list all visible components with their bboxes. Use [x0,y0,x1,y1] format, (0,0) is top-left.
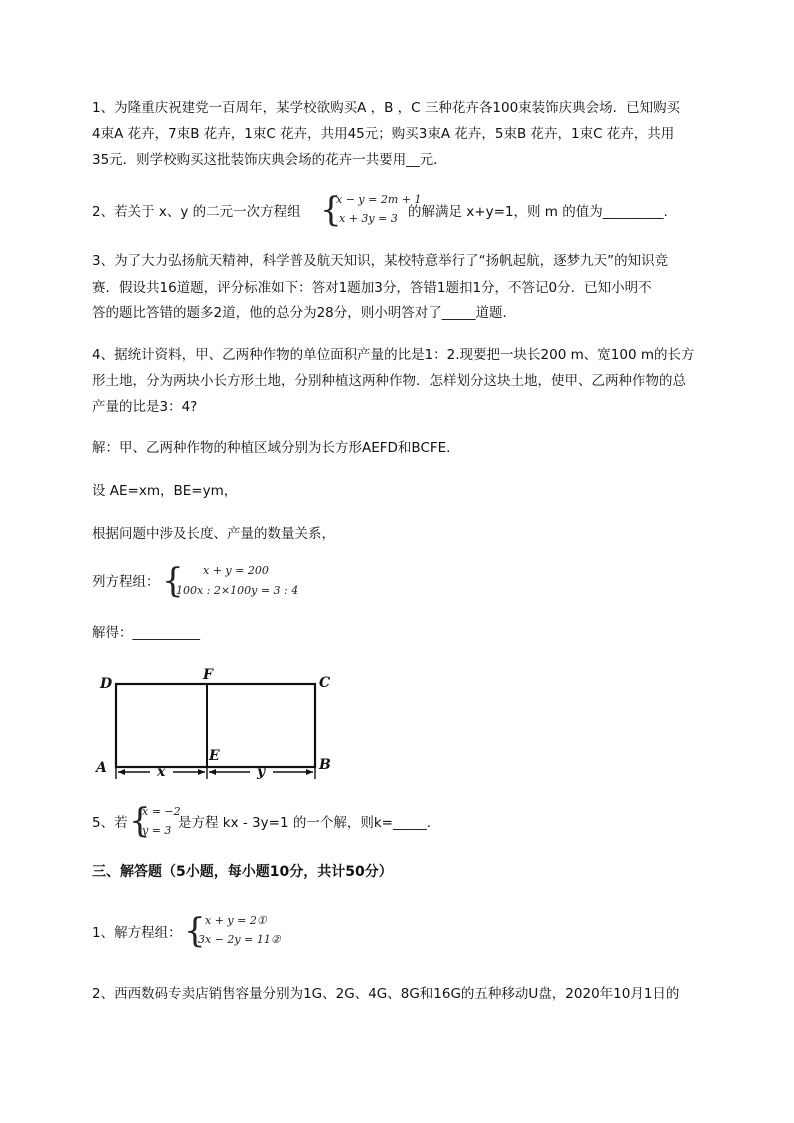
q1-line-3: 35元．则学校购买这批装饰庆典会场的花卉一共要用__元． [92,152,447,168]
label-b: B [319,757,331,773]
q4-answer-line: 解得：__________ [92,625,200,641]
section-3-heading: 三、解答题（5小题，每小题10分，共计50分） [92,864,393,880]
q4-solution-line-2: 设 AE=xm，BE=ym， [92,483,238,499]
label-e: E [209,748,220,764]
q4-system-brace: { [162,561,184,601]
arrow-right-b [306,769,313,775]
q3-line-1: 3、为了大力弘扬航天精神，科学普及航天知识，某校特意举行了“扬帆起航，逐梦九天”的知识竞 [92,253,669,269]
q4-system-label: 列方程组： [92,574,160,590]
s3-q2-line-1: 2、西西数码专卖店销售容量分别为1G、2G、4G、8G和16G的五种移动U盘，2020年10月1日的 [92,986,680,1002]
q4-line-3: 产量的比是3：4? [92,399,198,415]
s3-q1-system-brace: { [184,911,206,951]
label-d: D [100,676,113,692]
q4-solution-line-3: 根据问题中涉及长度、产量的数量关系， [92,526,335,542]
q2-text-after: 的解满足 x+y=1，则 m 的值为_________. [408,204,668,220]
q2-equation-2: x + 3y = 3 [339,212,398,225]
q5-text-before: 5、若 [92,815,128,831]
label-y: y [257,764,266,780]
q2-equation-1: x − y = 2m + 1 [336,193,422,206]
s3-q1-equation-2: 3x − 2y = 11② [198,933,281,946]
arrow-right-e [198,769,205,775]
label-a: A [96,760,107,776]
arrow-left-e [209,769,216,775]
rectangle-diagram [90,665,340,783]
q3-line-3: 答的题比答错的题多2道，他的总分为28分，则小明答对了_____道题． [92,305,517,321]
q4-system-equation-1: x + y = 200 [203,564,269,577]
q4-line-2: 形土地，分为两块小长方形土地，分别种植这两种作物．怎样划分这块土地，使甲、乙两种作物的总 [92,373,686,389]
q2-system-brace: { [320,190,342,230]
q5-text-after: 是方程 kx - 3y=1 的一个解，则k=_____. [178,815,431,831]
q3-line-2: 赛．假设共16道题，评分标准如下：答对1题加3分，答错1题扣1分，不答记0分．已知小明不 [92,280,652,296]
q5-equation-1: x = −2 [142,805,181,818]
q5-system-brace: { [129,801,151,841]
q5-equation-2: y = 3 [142,824,172,837]
label-f: F [203,667,213,683]
s3-q1-text-before: 1、解方程组： [92,925,182,941]
q1-line-2: 4束A 花卉，7束B 花卉，1束C 花卉，共用45元；购买3束A 花卉，5束B 花卉，1束C 花卉，共用 [92,126,675,142]
q4-line-1: 4、据统计资料，甲、乙两种作物的单位面积产量的比是1：2.现要把一块长200 m、宽100 m的长方 [92,347,695,363]
s3-q1-equation-1: x + y = 2① [205,914,267,927]
label-x: x [157,764,166,780]
q2-text-before: 2、若关于 x、y 的二元一次方程组 [92,204,301,220]
q4-solution-line-1: 解：甲、乙两种作物的种植区域分别为长方形AEFD和BCFE. [92,440,451,456]
arrow-left-a [118,769,125,775]
q4-system-equation-2: 100x : 2×100y = 3 : 4 [176,584,299,597]
q1-line-1: 1、为隆重庆祝建党一百周年，某学校欲购买A ，B ，C 三种花卉各100束装饰庆典会场．已知购买 [92,100,681,116]
label-c: C [319,675,331,691]
